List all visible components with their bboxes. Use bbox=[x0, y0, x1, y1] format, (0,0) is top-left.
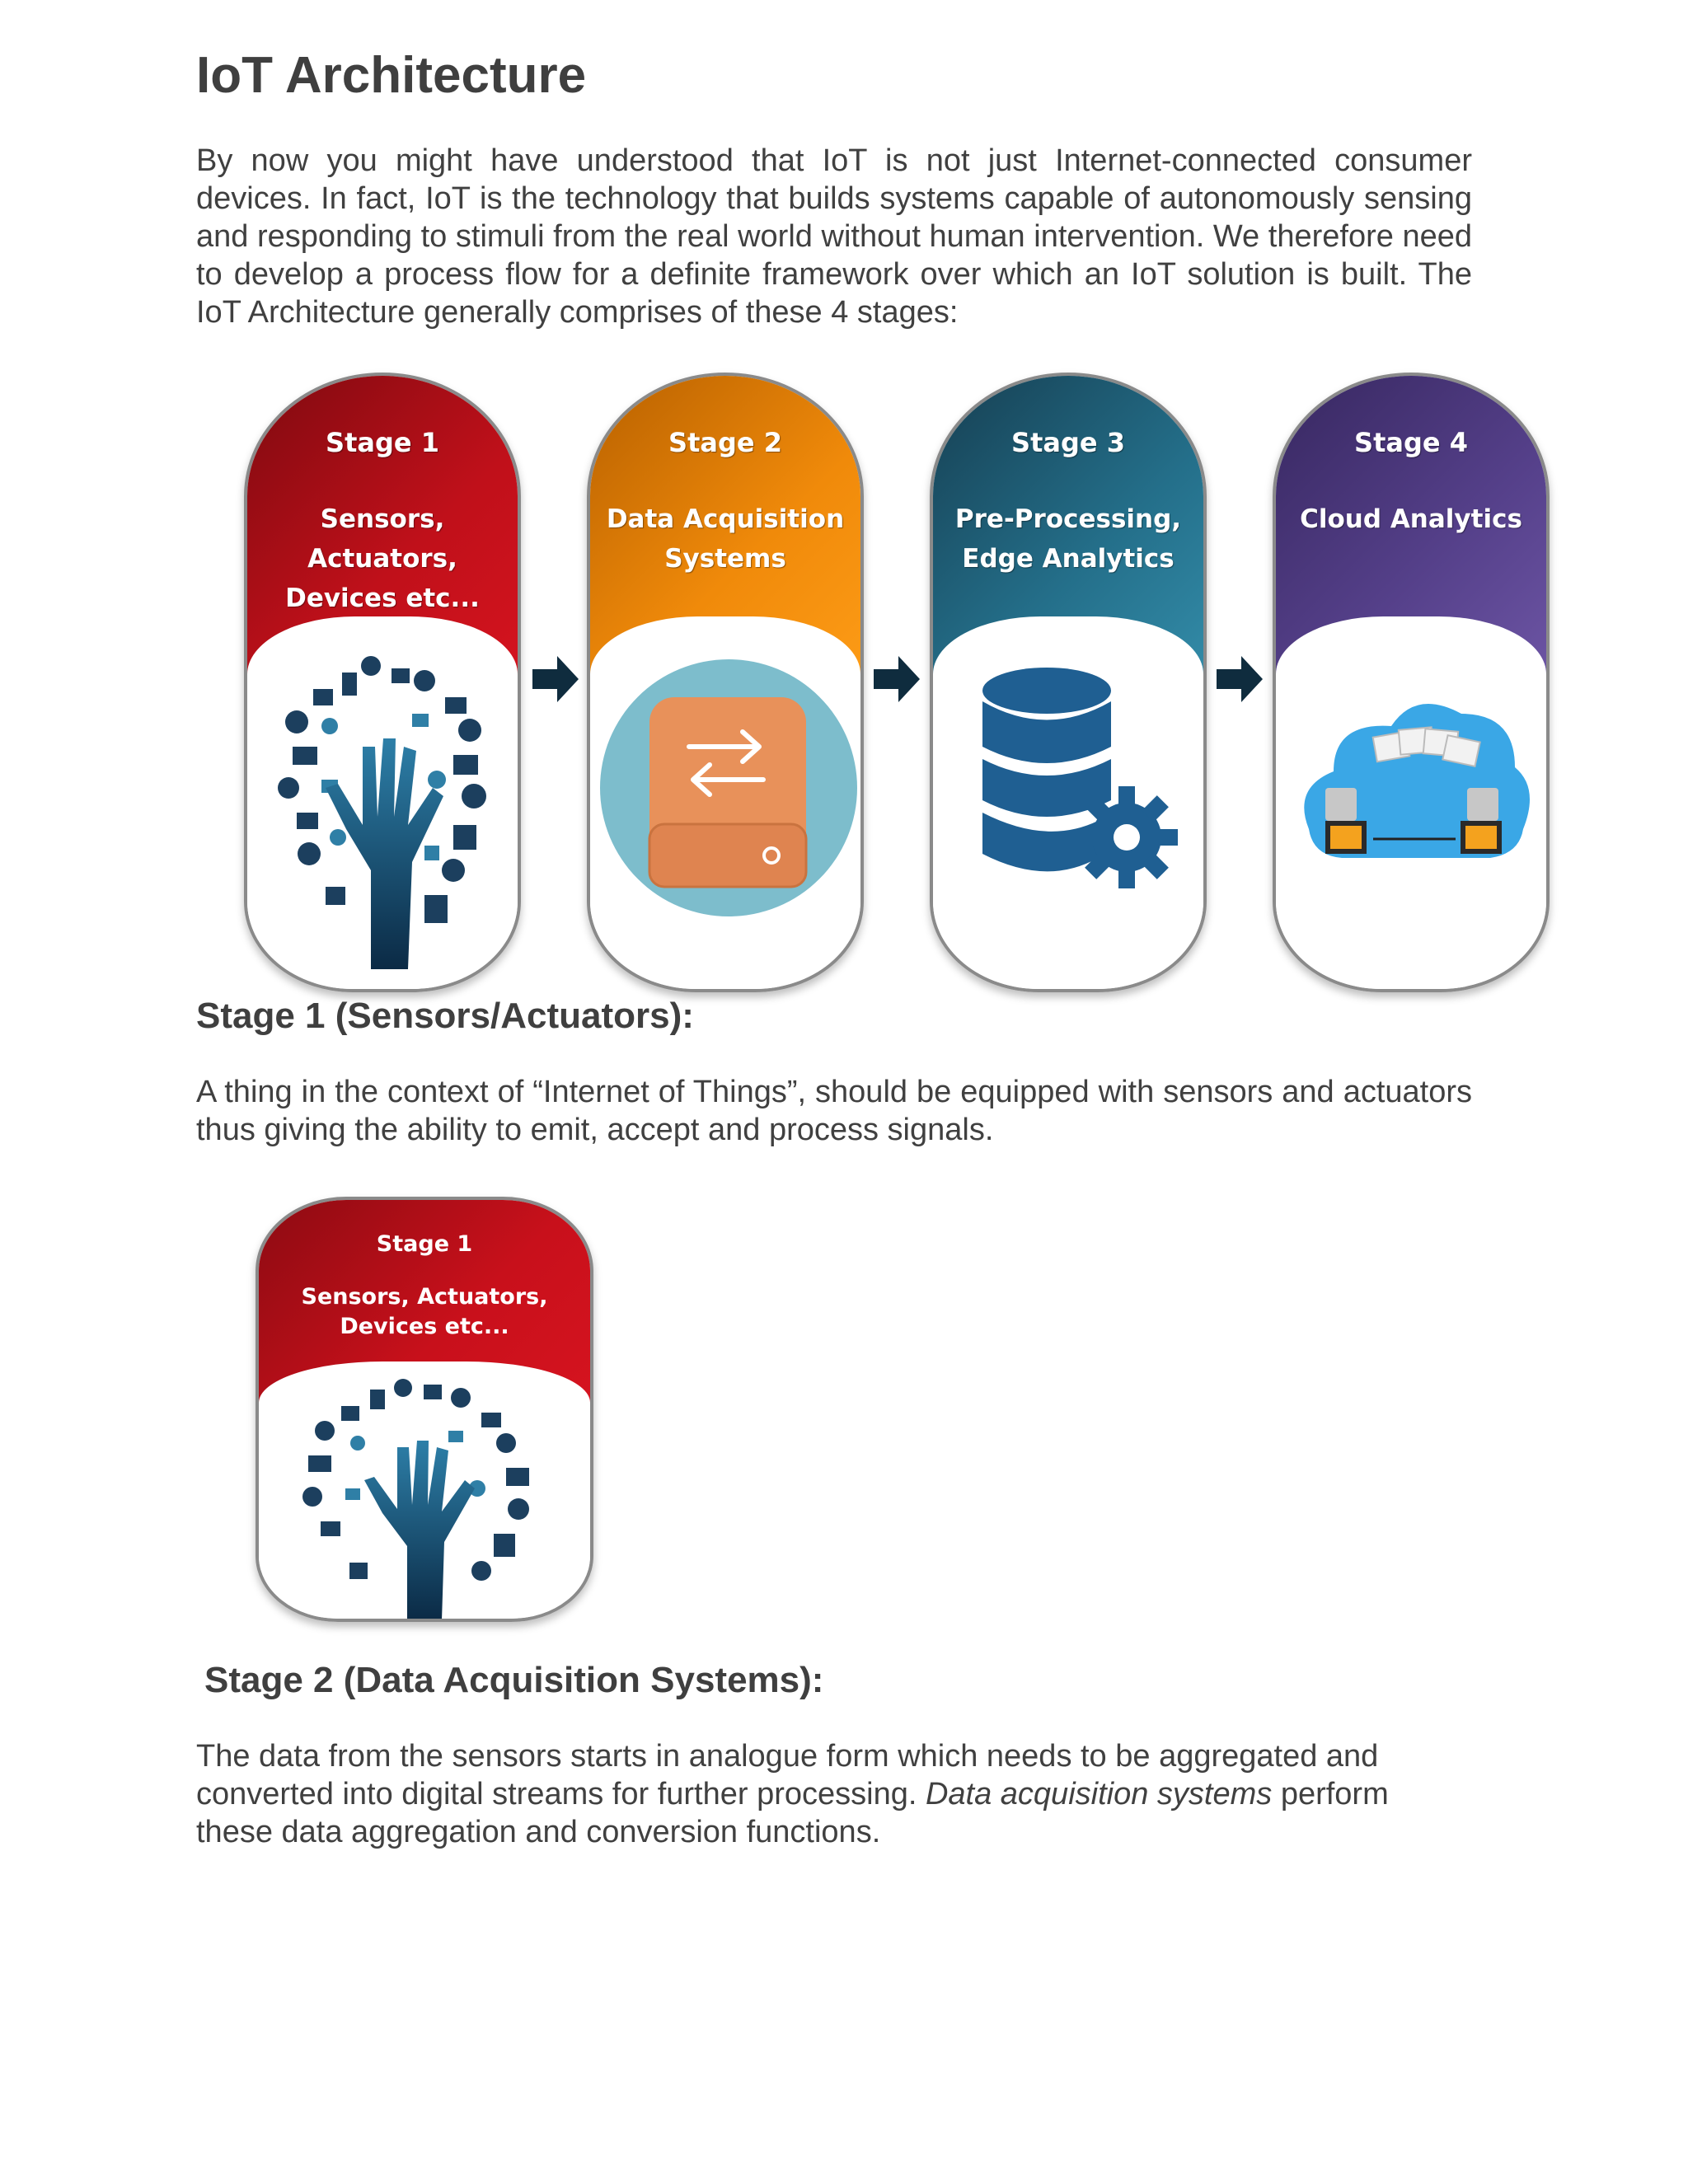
stage-1-figure bbox=[256, 1197, 593, 1622]
stage-4-label: Stage 4 bbox=[1354, 427, 1468, 458]
stage-2-label: Stage 2 bbox=[668, 427, 782, 458]
section-1-paragraph: A thing in the context of “Internet of Things”, should be equipped with sensors and actuators thus giving the ability to emit, accept and process signals. bbox=[196, 1075, 1472, 1147]
stage-1-figure-title: Sensors, Actuators, Devices etc... bbox=[301, 1284, 548, 1339]
arrow-right-icon bbox=[531, 653, 580, 705]
section-2-paragraph bbox=[196, 1737, 1472, 1851]
section-2-emphasis: Data acquisition systems bbox=[925, 1777, 1273, 1811]
stage-2-card bbox=[587, 373, 864, 992]
stage-1-card bbox=[244, 373, 521, 992]
stage-3-card bbox=[930, 373, 1207, 992]
stage-1-figure-label: Stage 1 bbox=[376, 1231, 473, 1257]
stage-4-title: Cloud Analytics bbox=[1300, 504, 1522, 534]
intro-paragraph: By now you might have understood that IoT is not just Internet-connected consumer devices. In fact, IoT is the technology that builds systems capable of autonomously sensing and responding to stimuli from the real world without human intervention. We therefore need to develop a process flow for a definite framework over which an IoT solution is built. The IoT Architecture generally comprises of these 4 stages: bbox=[196, 143, 1472, 330]
iot-stages-diagram bbox=[244, 373, 1550, 994]
arrow-right-icon bbox=[1215, 653, 1264, 705]
section-2-text-before: The data from the sensors starts in analogue form which needs to be aggregated and converted into digital streams for further processing. bbox=[196, 1739, 1379, 1811]
stage-2-title: Data Acquisition Systems bbox=[606, 504, 845, 574]
stage-4-card bbox=[1273, 373, 1550, 992]
section-2-text-after: perform these data aggregation and conversion functions. bbox=[196, 1777, 1389, 1849]
section-1-heading: Stage 1 (Sensors/Actuators): bbox=[196, 996, 694, 1036]
cloud-servers-icon bbox=[1276, 623, 1550, 992]
stage-3-label: Stage 3 bbox=[1011, 427, 1125, 458]
page-title: IoT Architecture bbox=[196, 47, 587, 104]
stage-3-title: Pre-Processing, Edge Analytics bbox=[954, 504, 1182, 574]
stage-1-label: Stage 1 bbox=[326, 427, 439, 458]
stage-1-title: Sensors, Actuators, Devices etc... bbox=[285, 504, 480, 613]
data-transfer-drive-icon bbox=[590, 623, 864, 992]
database-gear-icon bbox=[933, 623, 1207, 992]
section-2-heading: Stage 2 (Data Acquisition Systems): bbox=[204, 1660, 824, 1700]
sensor-hand-tree-icon bbox=[259, 1365, 593, 1622]
sensor-hand-tree-icon bbox=[247, 623, 521, 992]
arrow-right-icon bbox=[872, 653, 921, 705]
